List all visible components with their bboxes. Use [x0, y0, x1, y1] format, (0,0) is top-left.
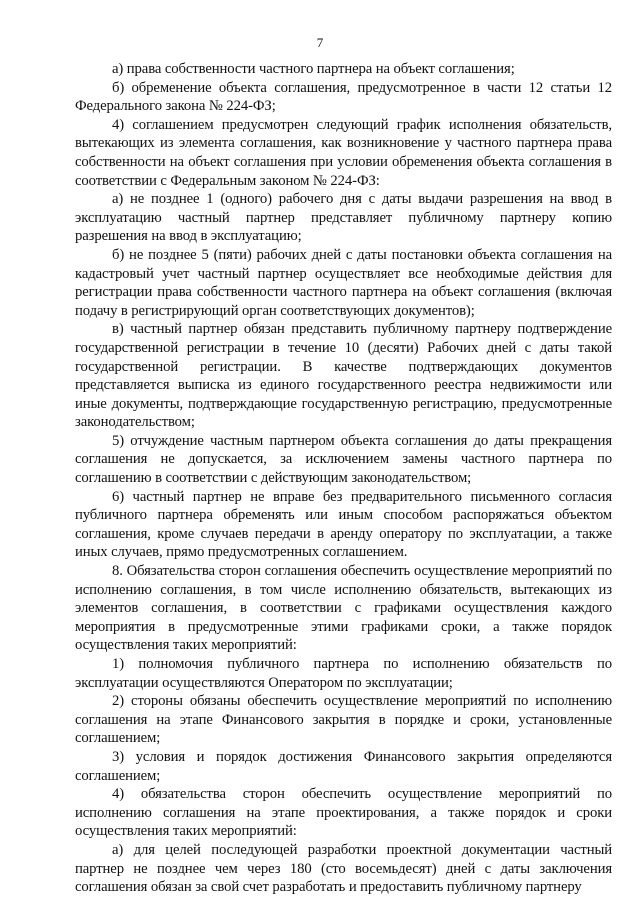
paragraph: в) частный партнер обязан представить публичному партнеру подтверждение государственной регистрации в течение 10 (десяти) Рабочих дней с даты такой государственной регистрации. В качестве подтверждающих документов представляется выписка из единого государственного реестра недвижимости или иные документы, подтверждающие государственную регистрацию, предусмотренные законодательством;	[75, 321, 612, 431]
paragraph: 4) соглашением предусмотрен следующий график исполнения обязательств, вытекающих из элемента соглашения, как возникновение у частного партнера права собственности на объект соглашения при условии обременения объекта соглашения в соответствии с Федеральным законом № 224-ФЗ:	[75, 116, 612, 189]
paragraph: 1) полномочия публичного партнера по исполнению обязательств по эксплуатации осуществляются Оператором по эксплуатации;	[75, 656, 612, 691]
paragraph: 6) частный партнер не вправе без предварительного письменного согласия публичного партнера обременять или иным способом распоряжаться объектом соглашения, кроме случаев передачи в аренду оператору по эксплуатации, а также иных случаев, прямо предусмотренных соглашением.	[75, 488, 612, 561]
paragraph: 8. Обязательства сторон соглашения обеспечить осуществление мероприятий по исполнению соглашения, в том числе исполнению обязательств, вытекающих из элементов соглашения, в соответствии с графиками осуществления каждого мероприятия в предусмотренные этими графиками сроки, а также порядок осуществления таких мероприятий:	[75, 563, 612, 654]
paragraph: 3) условия и порядок достижения Финансового закрытия определяются соглашением;	[75, 748, 612, 784]
document-body	[75, 60, 612, 897]
paragraph: а) права собственности частного партнера на объект соглашения;	[112, 61, 515, 77]
paragraph: б) обременение объекта соглашения, предусмотренное в части 12 статьи 12 Федерального закона № 224-ФЗ;	[75, 79, 612, 115]
paragraph: 5) отчуждение частным партнером объекта соглашения до даты прекращения соглашения не допускается, за исключением замены частного партнера по соглашению в соответствии с действующим законодательством;	[75, 432, 612, 487]
page-number: 7	[316, 35, 324, 50]
paragraph: б) не позднее 5 (пяти) рабочих дней с даты постановки объекта соглашения на кадастровый учет частный партнер осуществляет все необходимые действия для регистрации права собственности частного партнера на объект соглашения (включая подачу в регистрирующий орган соответствующих документов);	[75, 246, 612, 319]
paragraph: 4) обязательства сторон обеспечить осуществление мероприятий по исполнению соглашения на этапе проектирования, а также порядок и сроки осуществления таких мероприятий:	[75, 786, 612, 840]
paragraph: 2) стороны обязаны обеспечить осуществление мероприятий по исполнению соглашения на этапе Финансового закрытия в порядке и сроки, установленные соглашением;	[75, 693, 612, 747]
paragraph: а) для целей последующей разработки проектной документации частный партнер не позднее чем через 180 (сто восемьдесят) дней с даты заключения соглашения обязан за свой счет разработать и предоставить публичному партнеру	[75, 841, 612, 896]
paragraph: а) не позднее 1 (одного) рабочего дня с даты выдачи разрешения на ввод в эксплуатацию частный партнер представляет публичному партнеру копию разрешения на ввод в эксплуатацию;	[75, 191, 612, 245]
